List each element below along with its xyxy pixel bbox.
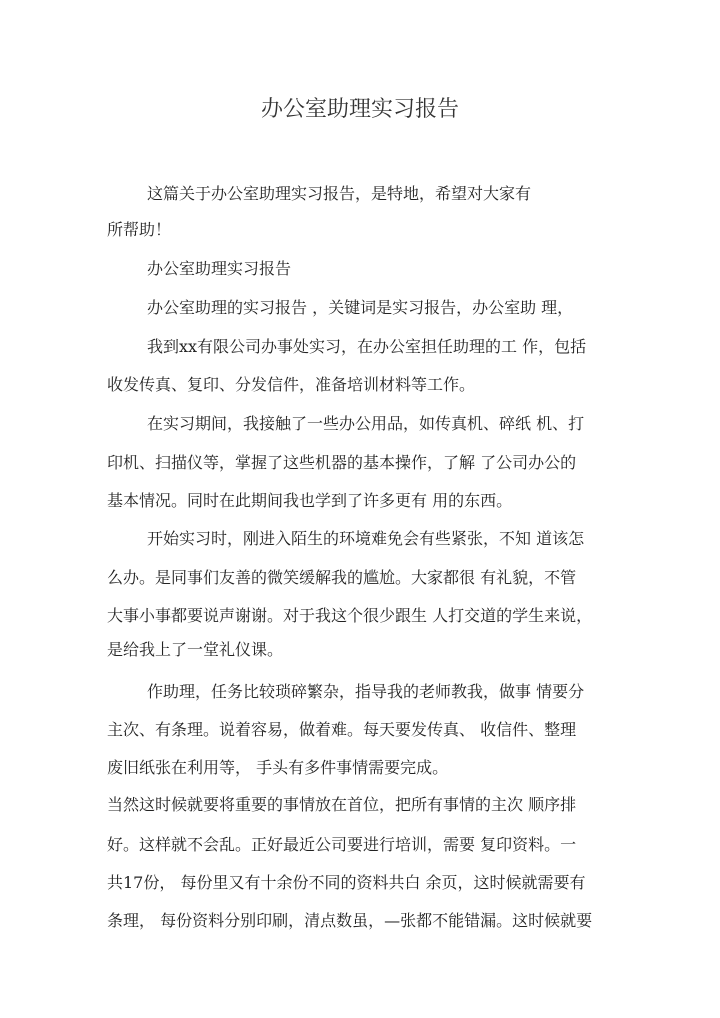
text-line: 共17份， 每份里又有十余份不同的资料共白 余页，这时候就需要有 <box>107 873 586 892</box>
text-line: 开始实习时，刚进入陌生的环境难免会有些紧张，不知 道该怎 <box>147 529 585 548</box>
text-line: 是给我上了一堂礼仪课。 <box>107 640 284 659</box>
text-line: 办公室助理实习报告 <box>147 259 292 278</box>
text-line: 么办。是同事们友善的微笑缓解我的尴尬。大家都很 有礼貌，不管 <box>107 568 577 587</box>
text-line: 在实习期间，我接触了一些办公用品，如传真机、碎纸 机、打 <box>147 414 585 433</box>
text-line: 好。这样就不会乱。正好最近公司要进行培训，需要 复印资料。一 <box>107 835 577 854</box>
text-line: 大事小事都要说声谢谢。对于我这个很少跟生 人打交道的学生来说， <box>107 606 593 625</box>
text-line: 办公室助理的实习报告 ，关键词是实习报告，办公室助 理， <box>147 298 574 317</box>
text-line: 条理， 每份资料分别印刷，清点数虽，—张都不能错漏。这时候就要 <box>107 911 593 930</box>
text-line: 主次、有条理。说着容易，做着难。每天要发传真、 收信件、整理 <box>107 720 577 739</box>
document-title: 办公室助理实习报告 <box>260 97 459 122</box>
text-line: 作助理，任务比较琐碎繁杂，指导我的老师教我，做事 情要分 <box>147 682 585 701</box>
text-line: 基本情况。同时在此期间我也学到了许多更有 用的东西。 <box>107 491 513 510</box>
text-line: 这篇关于办公室助理实习报告，是特地，希望对大家有 <box>147 184 532 203</box>
text-line: 收发传真、复印、分发信件，准备培训材料等工作。 <box>107 375 476 394</box>
text-line: 废旧纸张在利用等， 手头有多件事情需要完成。 <box>107 758 449 777</box>
text-line: 印机、扫描仪等，掌握了这些机器的基本操作，了解 了公司办公的 <box>107 453 577 472</box>
text-line: 我到xx有限公司办事处实习，在办公室担任助理的工 作，包括 <box>147 337 587 356</box>
text-line: 所帮助！ <box>107 220 172 239</box>
text-line: 当然这时候就要将重要的事情放在首位，把所有事情的主次 顺序排 <box>107 795 577 814</box>
